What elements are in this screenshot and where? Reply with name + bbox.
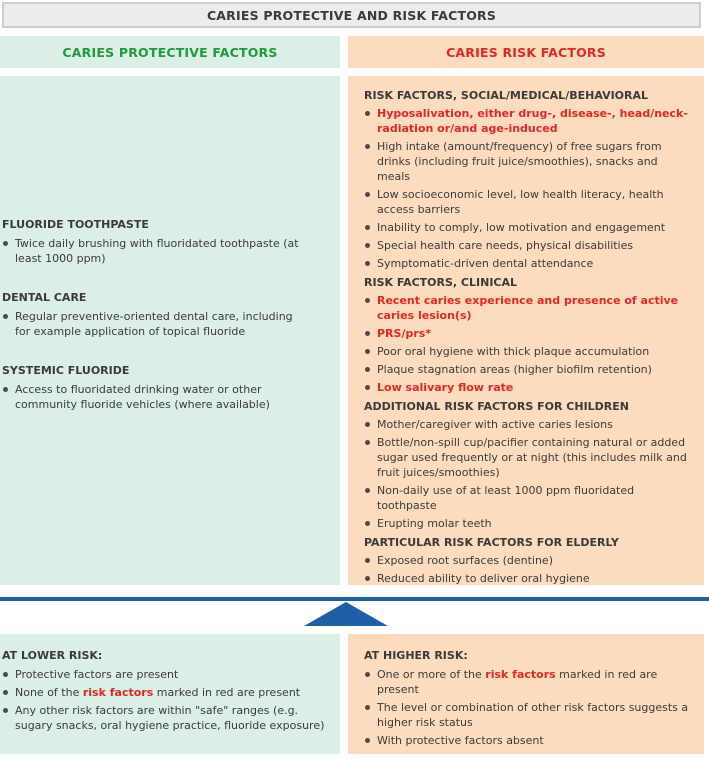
list-item: Inability to comply, low motivation and engagement [364,220,689,235]
section-title: DENTAL CARE [2,291,87,304]
up-arrow-icon [304,602,388,626]
list-item: Exposed root surfaces (dentine) [364,553,689,568]
list-item: The level or combination of other risk factors suggests a higher risk status [364,700,696,730]
protective-section [2,217,340,266]
list-item: Protective factors are present [2,667,332,682]
list-item: Any other risk factors are within "safe" ranges (e.g. sugary snacks, oral hygiene practice, fluoride exposure) [2,703,332,733]
list-item: Special health care needs, physical disabilities [364,238,689,253]
section-title: ADDITIONAL RISK FACTORS FOR CHILDREN [364,400,629,413]
list-item: Reduced ability to deliver oral hygiene [364,571,689,586]
list-item: High intake (amount/frequency) of free sugars from drinks (including fruit juice/smoothies), snacks and meals [364,139,689,184]
key-risk-item: Low salivary flow rate [364,380,689,395]
list-item: Regular preventive-oriented dental care, including for example application of topical fluoride [2,309,307,339]
list-item: Low socioeconomic level, low health literacy, health access barriers [364,187,689,217]
list-item: Twice daily brushing with fluoridated toothpaste (at least 1000 ppm) [2,236,307,266]
protective-header: CARIES PROTECTIVE FACTORS [0,36,340,68]
list-item: Bottle/non-spill cup/pacifier containing natural or added sugar used frequently or at night (this includes milk and fruit juices/smoothies) [364,435,689,480]
risk-factors-highlight: risk factors [485,668,556,681]
higher-risk-panel [348,634,704,754]
risk-panel [348,76,704,585]
list-item: Access to fluoridated drinking water or other community fluoride vehicles (where available) [2,382,307,412]
section-title: FLUORIDE TOOTHPASTE [2,218,149,231]
protective-section [2,363,340,412]
risk-sections [364,88,696,586]
list-item: None of the risk factors marked in red are present [2,685,332,700]
list-item: Non-daily use of at least 1000 ppm fluoridated toothpaste [364,483,689,513]
list-item: Erupting molar teeth [364,516,689,531]
risk-section [364,535,696,586]
risk-section [364,88,696,271]
section-title: PARTICULAR RISK FACTORS FOR ELDERLY [364,536,619,549]
section-divider [0,597,709,601]
section-title: SYSTEMIC FLUORIDE [2,364,130,377]
lower-risk-panel [0,634,340,754]
risk-header: CARIES RISK FACTORS [348,36,704,68]
key-risk-item: PRS/prs* [364,326,689,341]
key-risk-item: Recent caries experience and presence of active caries lesion(s) [364,293,689,323]
list-item: Mother/caregiver with active caries lesions [364,417,689,432]
list-item: Plaque stagnation areas (higher biofilm retention) [364,362,689,377]
page-title: CARIES PROTECTIVE AND RISK FACTORS [2,2,701,28]
lower-risk-title: AT LOWER RISK: [2,649,103,662]
protective-panel [0,76,340,585]
risk-section [364,399,696,531]
key-risk-item: Hyposalivation, either drug-, disease-, head/neck-radiation or/and age-induced [364,106,689,136]
list-item: One or more of the risk factors marked in red are present [364,667,696,697]
protective-sections [2,217,340,412]
list-item: With protective factors absent [364,733,696,748]
higher-risk-title: AT HIGHER RISK: [364,649,468,662]
risk-section [364,275,696,395]
risk-factors-highlight: risk factors [82,686,154,699]
section-title: RISK FACTORS, SOCIAL/MEDICAL/BEHAVIORAL [364,89,649,102]
list-item: Symptomatic-driven dental attendance [364,256,689,271]
section-title: RISK FACTORS, CLINICAL [364,276,518,289]
protective-section [2,290,340,339]
list-item: Poor oral hygiene with thick plaque accumulation [364,344,689,359]
